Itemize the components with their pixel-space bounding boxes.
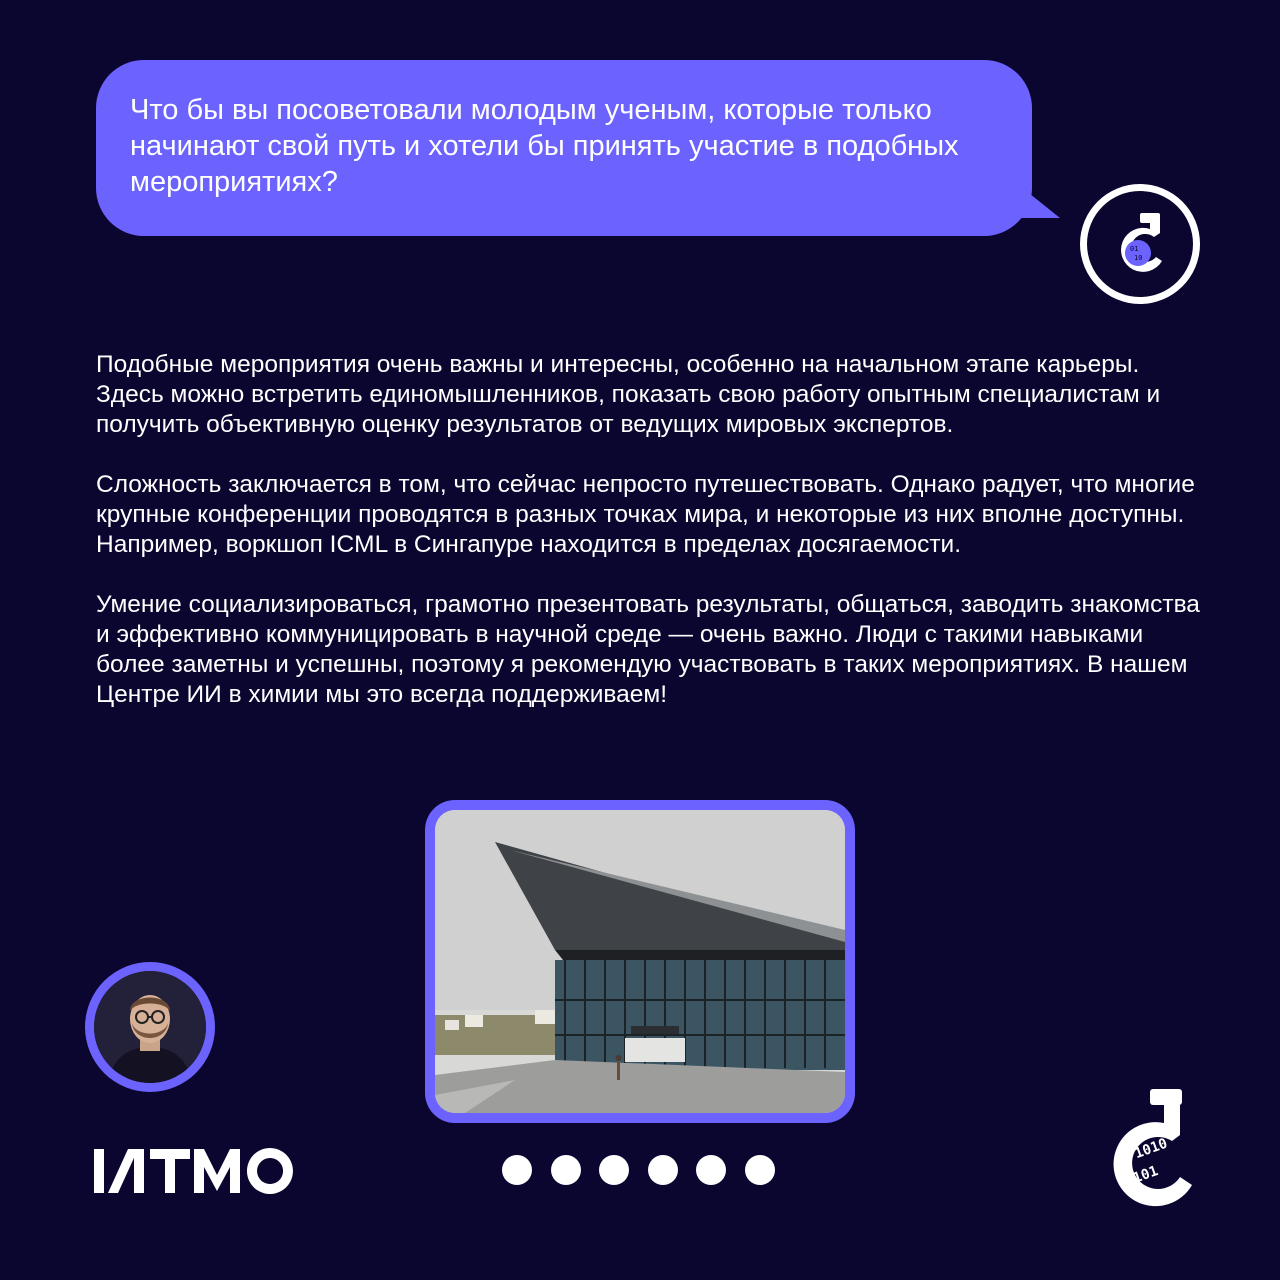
itmo-logo	[94, 1145, 300, 1202]
svg-text:10: 10	[1134, 254, 1143, 262]
svg-text:0101: 0101	[1123, 1163, 1161, 1190]
speaker-avatar	[85, 962, 215, 1092]
conference-photo-frame	[425, 800, 855, 1123]
pagination-dot[interactable]	[745, 1155, 775, 1185]
speaker-photo	[94, 971, 206, 1083]
question-bubble	[96, 60, 1032, 236]
flask-c-icon	[1110, 209, 1170, 279]
svg-text:01: 01	[1130, 245, 1139, 253]
svg-text:1010: 1010	[1132, 1135, 1170, 1163]
conference-venue-photo	[435, 810, 845, 1113]
question-bubble-tail	[1000, 170, 1060, 218]
chemistry-center-avatar	[1080, 184, 1200, 304]
flask-c-icon	[1098, 1085, 1198, 1215]
chemistry-center-logo	[1098, 1085, 1198, 1220]
answer-paragraph-3: Умение социализироваться, грамотно презентовать результаты, общаться, заводить знакомства и эффективно коммуницировать в научной среде — очень важно. Люди с такими навыками более заметны и успешны, поэтому я рекомендую участвовать в таких мероприятиях. В нашем Центре ИИ в химии мы это всегда поддерживаем!	[96, 591, 1200, 708]
pagination-dot[interactable]	[599, 1155, 629, 1185]
pagination-dot[interactable]	[696, 1155, 726, 1185]
pagination-dots	[502, 1155, 775, 1185]
answer-paragraph-1: Подобные мероприятия очень важны и интересны, особенно на начальном этапе карьеры. Здесь можно встретить единомышленников, показать свою работу опытным специалистам и получить объективную оценку результатов от ведущих мировых экспертов.	[96, 351, 1161, 438]
question-text: Что бы вы посоветовали молодым ученым, которые только начинают свой путь и хотели бы принять участие в подобных мероприятиях?	[130, 94, 959, 198]
answer-body	[96, 350, 1206, 740]
pagination-dot[interactable]	[551, 1155, 581, 1185]
answer-paragraph-2: Сложность заключается в том, что сейчас непросто путешествовать. Однако радует, что многие крупные конференции проводятся в разных точках мира, и некоторые из них вполне доступны. Например, воркшоп ICML в Сингапуре находится в пределах досягаемости.	[96, 471, 1195, 558]
pagination-dot[interactable]	[648, 1155, 678, 1185]
pagination-dot[interactable]	[502, 1155, 532, 1185]
